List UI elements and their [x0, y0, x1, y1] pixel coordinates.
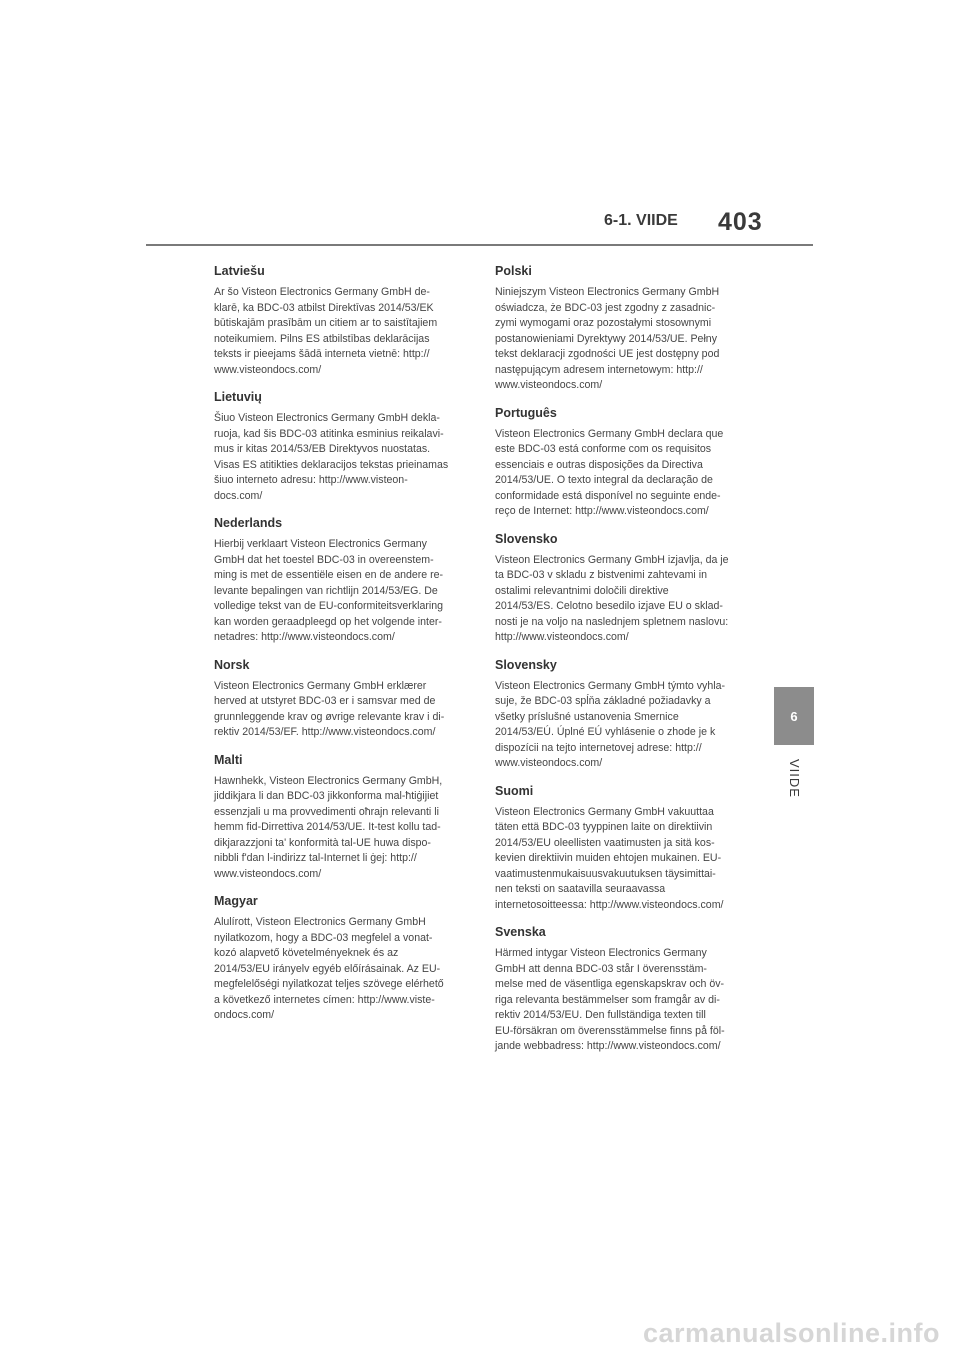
language-heading: Slovensko: [495, 531, 558, 546]
language-heading: Lietuvių: [214, 390, 262, 404]
section-slovensky: [495, 658, 751, 772]
declaration-text: Alulírott, Visteon Electronics Germany GmbH nyilatkozom, hogy a BDC-03 megfelel a vonat- kozó alapvető követelményeknek és az 2014/53/EU irányelv egyéb előírásainak. Az EU- megfelelőségi nyilatkozat teljes szövege elérhető a következő internetes címen: http://www.viste- ondocs.com/: [214, 916, 444, 1021]
language-heading: Português: [495, 405, 557, 420]
declaration-text: Hawnhekk, Visteon Electronics Germany GmbH, jiddikjara li dan BDC-03 jikkonforma mal-ħtiġijiet essenzjali u ma provvedimenti oħrajn relevanti li hemm fid-Dirrettiva 2014/53/UE. It-test kollu tad- dikjarazzjoni ta' konformità tal-UE huwa dispo- nibbli f'dan l-indirizz tal-Internet li ġej: http:// www.visteondocs.com/: [214, 774, 443, 880]
declaration-text: Šiuo Visteon Electronics Germany GmbH dekla- ruoja, kad šis BDC-03 atitinka esminius reikalavi- mus ir kitas 2014/53/EB Direktyvos nuostatas. Visas ES atitikties deklaracijos tekstas prieinamas šiuo interneto adresu: http://www.visteon- docs.com/: [214, 412, 449, 502]
declaration-text: Ar šo Visteon Electronics Germany GmbH de- klarē, ka BDC-03 atbilst Direktīvas 2014/53/EK būtiskajām prasībām un citiem ar to saistītajiem noteikumiem. Pilns ES atbilstības deklarācijas teksts ir pieejams šādā interneta vietnē: http:// www.visteondocs.com/: [214, 286, 438, 376]
section-polski: [495, 264, 751, 394]
declaration-text: Visteon Electronics Germany GmbH vakuuttaa täten että BDC-03 tyyppinen laite on direktiivin 2014/53/EU oleellisten vaatimusten ja sitä kos- kevien direktiivin muiden ehtojen mukainen. EU- vaatimustenmukaisuusvakuutuksen täysimittai- nen teksti on saatavilla seuraavassa internetosoitteessa: http://www.visteondocs.com/: [495, 805, 724, 911]
section-nederlands: [214, 516, 459, 646]
declaration-text: Visteon Electronics Germany GmbH izjavlja, da je ta BDC-03 v skladu z bistvenimi zahtevami in ostalimi relevantnimi določili direktive 2014/53/ES. Celotno besedilo izjave EU o sklad- nosti je na voljo na naslednjem spletnem naslovu: http://www.visteondocs.com/: [495, 553, 729, 643]
section-svenska: [495, 925, 751, 1055]
language-heading: Magyar: [214, 894, 258, 908]
section-latviesu: [214, 264, 459, 378]
section-norsk: [214, 658, 459, 741]
declaration-text: Härmed intygar Visteon Electronics Germany GmbH att denna BDC-03 står I överensstäm- melse med de väsentliga egenskapskrav och öv- riga relevanta bestämmelser som framgår av di- rektiv 2014/53/EU. Den fullständiga texten till EU-försäkran om överensstämmelse finns på föl- jande webbadress: http://www.visteondocs.com/: [495, 947, 725, 1052]
declaration-text: Visteon Electronics Germany GmbH týmto vyhla- suje, že BDC-03 spĺňa základné požiadavky a všetky príslušné ustanovenia Smernice 2014/53/EÚ. Úplné EÚ vyhlásenie o zhode je k dispozícii na tejto internetovej adrese: http:// www.visteondocs.com/: [495, 679, 726, 769]
language-heading: Latviešu: [214, 264, 265, 278]
chapter-label-text: VIIDE: [786, 758, 802, 798]
chapter-label: [770, 748, 818, 808]
language-heading: Malti: [214, 752, 243, 767]
section-slovensko: [495, 532, 751, 646]
right-column: [495, 264, 751, 1067]
watermark: carmanualsonline.info: [642, 1318, 940, 1348]
declaration-text: Visteon Electronics Germany GmbH declara que este BDC-03 está conforme com os requisitos essenciais e outras disposições da Directiva 2014/53/UE. O texto integral da declaração de conformidade está disponível no seguinte ende- reço de Internet: http://www.visteondocs.com/: [495, 427, 724, 517]
left-column: [214, 264, 459, 1036]
declaration-text: Niniejszym Visteon Electronics Germany GmbH oświadcza, że BDC-03 jest zgodny z zasadnic- zymi wymogami oraz pozostałymi stosownymi postanowieniami Dyrektywy 2014/53/UE. Pełny tekst deklaracji zgodności UE jest dostępny pod następującym adresem internetowym: http:// www.visteondocs.com/: [495, 286, 720, 391]
language-heading: Nederlands: [214, 516, 283, 530]
declaration-text: Visteon Electronics Germany GmbH erklærer herved at utstyret BDC-03 er i samsvar med de grunnleggende krav og øvrige relevante krav i di- rektiv 2014/53/EF. http://www.visteondocs.com/: [214, 679, 445, 738]
section-magyar: [214, 894, 459, 1024]
section-lietuviu: [214, 390, 459, 504]
language-heading: Svenska: [495, 925, 546, 939]
language-heading: Suomi: [495, 783, 534, 798]
language-heading: Polski: [495, 264, 532, 278]
chapter-number: 6: [790, 708, 798, 724]
section-malti: [214, 753, 459, 883]
language-heading: Slovensky: [495, 657, 557, 672]
section-portugues: [495, 406, 751, 520]
section-title: 6-1. VIIDE: [604, 212, 678, 229]
header-divider: [146, 244, 813, 246]
page-number: 403: [718, 208, 763, 236]
chapter-tab: [774, 687, 814, 745]
declaration-text: Hierbij verklaart Visteon Electronics Germany GmbH dat het toestel BDC-03 in overeenstem- ming is met de essentiële eisen en de andere re- levante bepalingen van richtlijn 2014/53/EG. De volledige tekst van de EU-conformiteitsverklaring kan worden geraadpleegd op het volgende inter- netadres: http://www.visteondocs.com/: [214, 538, 444, 643]
section-suomi: [495, 784, 751, 914]
language-heading: Norsk: [214, 657, 250, 672]
